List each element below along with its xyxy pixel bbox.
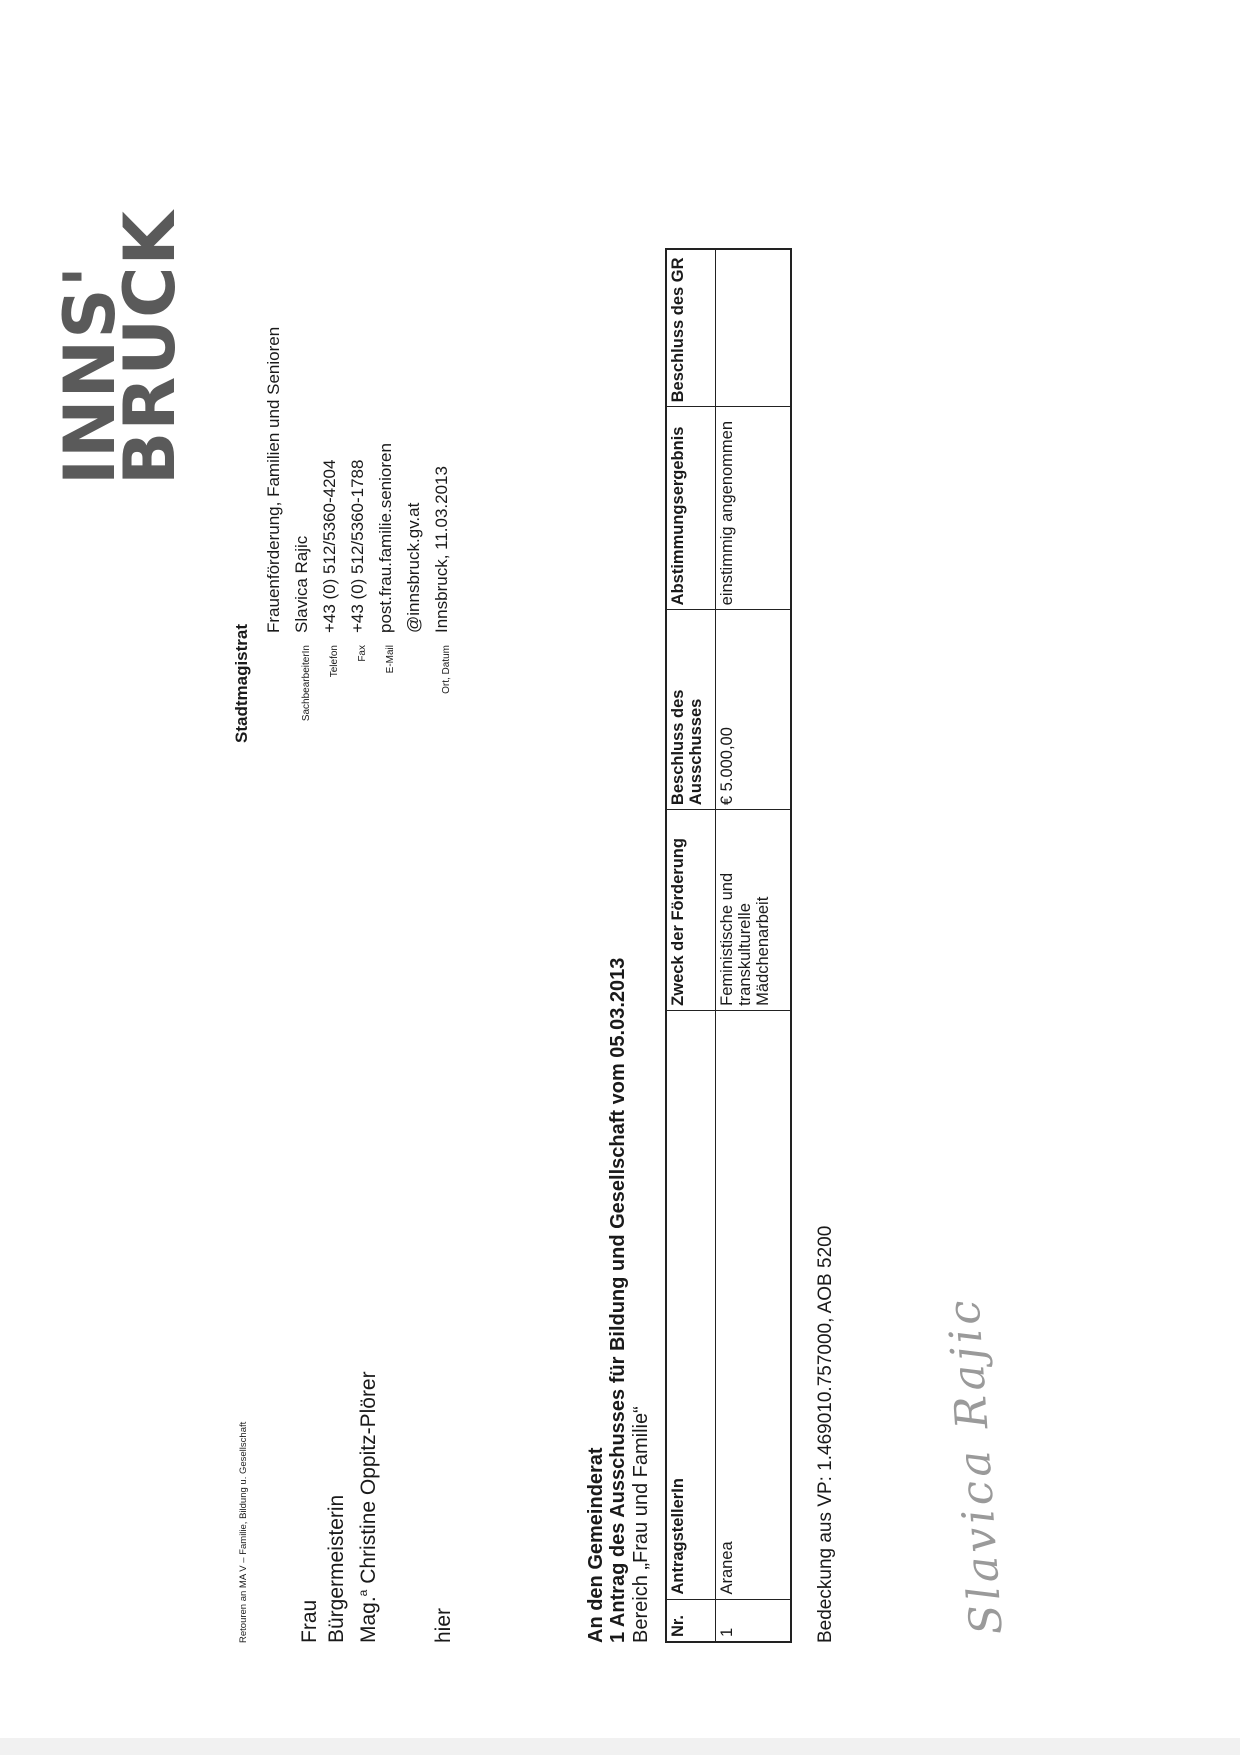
sender-label: E-Mail	[385, 645, 396, 674]
table-header-cell: Beschluss des Ausschusses	[666, 610, 716, 810]
sender-details	[256, 327, 452, 755]
table-header-cell: AntragstellerIn	[666, 1010, 716, 1599]
sender-row	[368, 327, 396, 755]
handwritten-signature	[938, 1295, 1013, 1637]
addressee-heading: An den Gemeinderat	[585, 1447, 607, 1643]
table-header-cell: Beschluss des GR	[666, 249, 716, 407]
table-header-row	[666, 249, 716, 1642]
sender-label: Fax	[357, 645, 368, 662]
sender-value: +43 (0) 512/5360-4204	[320, 459, 339, 633]
funding-table	[665, 248, 792, 1643]
logo-line-2: BRUCK	[109, 210, 191, 485]
recipient-hier: hier	[432, 1607, 455, 1643]
sender-value: Frauenförderung, Familien und Senioren	[264, 326, 283, 633]
recipient-line-1: Frau	[298, 1599, 321, 1643]
funding-coverage: Bedeckung aus VP: 1.469010.757000, AOB 5200	[815, 1225, 836, 1643]
sender-label	[256, 633, 284, 755]
sender-heading: Stadtmagistrat	[232, 623, 251, 743]
table-row	[716, 249, 792, 1642]
sender-row	[312, 327, 340, 755]
signature-text: Slavica Rajic	[938, 1294, 1013, 1637]
table-cell: Feministische und transkulturelle Mädchenarbeit	[716, 810, 792, 1011]
sender-value: post.frau.familie.senioren	[376, 443, 395, 633]
sender-row	[256, 327, 284, 755]
innsbruck-logo	[49, 210, 191, 485]
table-cell	[716, 249, 792, 407]
table-header-cell: Abstimmungsergebnis	[666, 407, 716, 610]
table-cell: 1	[716, 1599, 792, 1642]
section-line: Bereich „Frau und Familie“	[630, 1406, 652, 1643]
sender-row	[340, 327, 368, 755]
subject-line: 1 Antrag des Ausschusses für Bildung und Gesellschaft vom 05.03.2013	[607, 957, 629, 1643]
sender-value: +43 (0) 512/5360-1788	[348, 459, 367, 633]
sender-value: Innsbruck, 11.03.2013	[432, 466, 451, 633]
return-address: Retouren an MA V – Familie, Bildung u. Gesellschaft	[238, 1421, 249, 1643]
table-cell: € 5.000,00	[716, 610, 792, 810]
sender-label: Ort, Datum	[441, 645, 452, 694]
sender-row	[396, 327, 424, 755]
table-header-cell: Nr.	[666, 1599, 716, 1642]
sender-label: SachbearbeiterIn	[301, 645, 312, 722]
recipient-line-3: Mag.$^a$ Christine Oppitz-Plörer	[356, 1371, 380, 1643]
sender-row	[284, 327, 312, 755]
logo-line-1: INNS'	[49, 264, 131, 485]
sender-value: Slavica Rajic	[292, 535, 311, 633]
recipient-address	[296, 1371, 382, 1643]
sender-label: Telefon	[329, 645, 340, 678]
table-cell: Aranea	[716, 1010, 792, 1599]
table-header-cell: Zweck der Förderung	[666, 810, 716, 1011]
sender-value: @innsbruck.gv.at	[404, 502, 423, 633]
recipient-line-2: Bürgermeisterin	[325, 1494, 348, 1643]
sender-label	[396, 633, 424, 755]
sender-row	[424, 327, 452, 755]
table-cell: einstimmig angenommen	[716, 407, 792, 610]
